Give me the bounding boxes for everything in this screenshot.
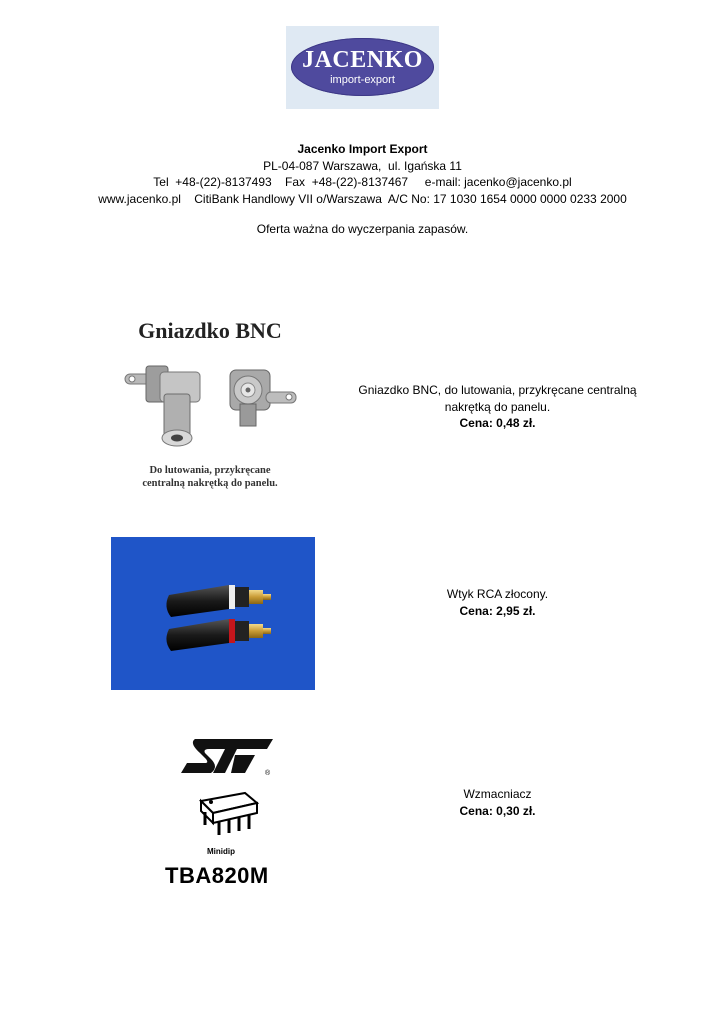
- company-contact: Tel +48-(22)-8137493 Fax +48-(22)-8137467 e-mail: jacenko@jacenko.pl: [153, 175, 572, 189]
- rca-desc-line-1: Wtyk RCA złocony.: [446, 587, 549, 601]
- tba820m-image: [160, 735, 280, 895]
- company-name: Jacenko Import Export: [297, 142, 428, 156]
- package-label: Minidip: [207, 847, 235, 856]
- dip-chip-drawing: [193, 787, 263, 842]
- bnc-image-title: Gniazdko BNC: [138, 318, 282, 343]
- bnc-caption-line-1: Do lutowania, przykręcane: [149, 465, 271, 476]
- rca-description: [340, 586, 655, 619]
- offer-validity: Oferta ważna do wyczerpania zapasów.: [256, 222, 469, 236]
- logo-oval: [291, 38, 434, 96]
- bnc-socket-image: [120, 310, 300, 500]
- company-logo: [286, 26, 439, 109]
- part-number: TBA820M: [165, 863, 269, 888]
- st-logo: [175, 735, 285, 785]
- logo-title: JACENKO: [302, 47, 423, 73]
- company-web-bank: www.jacenko.pl CitiBank Handlowy VII o/Warszawa A/C No: 17 1030 1654 0000 0000 0233 2000: [98, 191, 627, 206]
- bnc-desc-line-2: nakrętką do panelu.: [444, 399, 551, 414]
- amplifier-desc-line-1: Wzmacniacz: [463, 787, 532, 801]
- bnc-socket-photo: [120, 352, 300, 462]
- rca-plug-image: [111, 537, 315, 690]
- bnc-description: [340, 382, 655, 432]
- bnc-price: Cena: 0,48 zł.: [459, 416, 536, 430]
- rca-price: Cena: 2,95 zł.: [459, 603, 536, 618]
- bnc-desc-line-1: Gniazdko BNC, do lutowania, przykręcane centralną: [358, 383, 637, 397]
- svg-text:®: ®: [265, 770, 271, 777]
- amplifier-price: Cena: 0,30 zł.: [459, 803, 536, 818]
- company-address: PL-04-087 Warszawa, ul. Igańska 11: [263, 158, 462, 173]
- rca-plug-photo: [111, 537, 315, 690]
- logo-subtitle: import-export: [330, 74, 395, 86]
- company-header: [0, 141, 725, 207]
- bnc-caption-line-2: centralną nakrętką do panelu.: [142, 478, 278, 489]
- bnc-image-caption: [120, 464, 300, 490]
- amplifier-description: [340, 786, 655, 819]
